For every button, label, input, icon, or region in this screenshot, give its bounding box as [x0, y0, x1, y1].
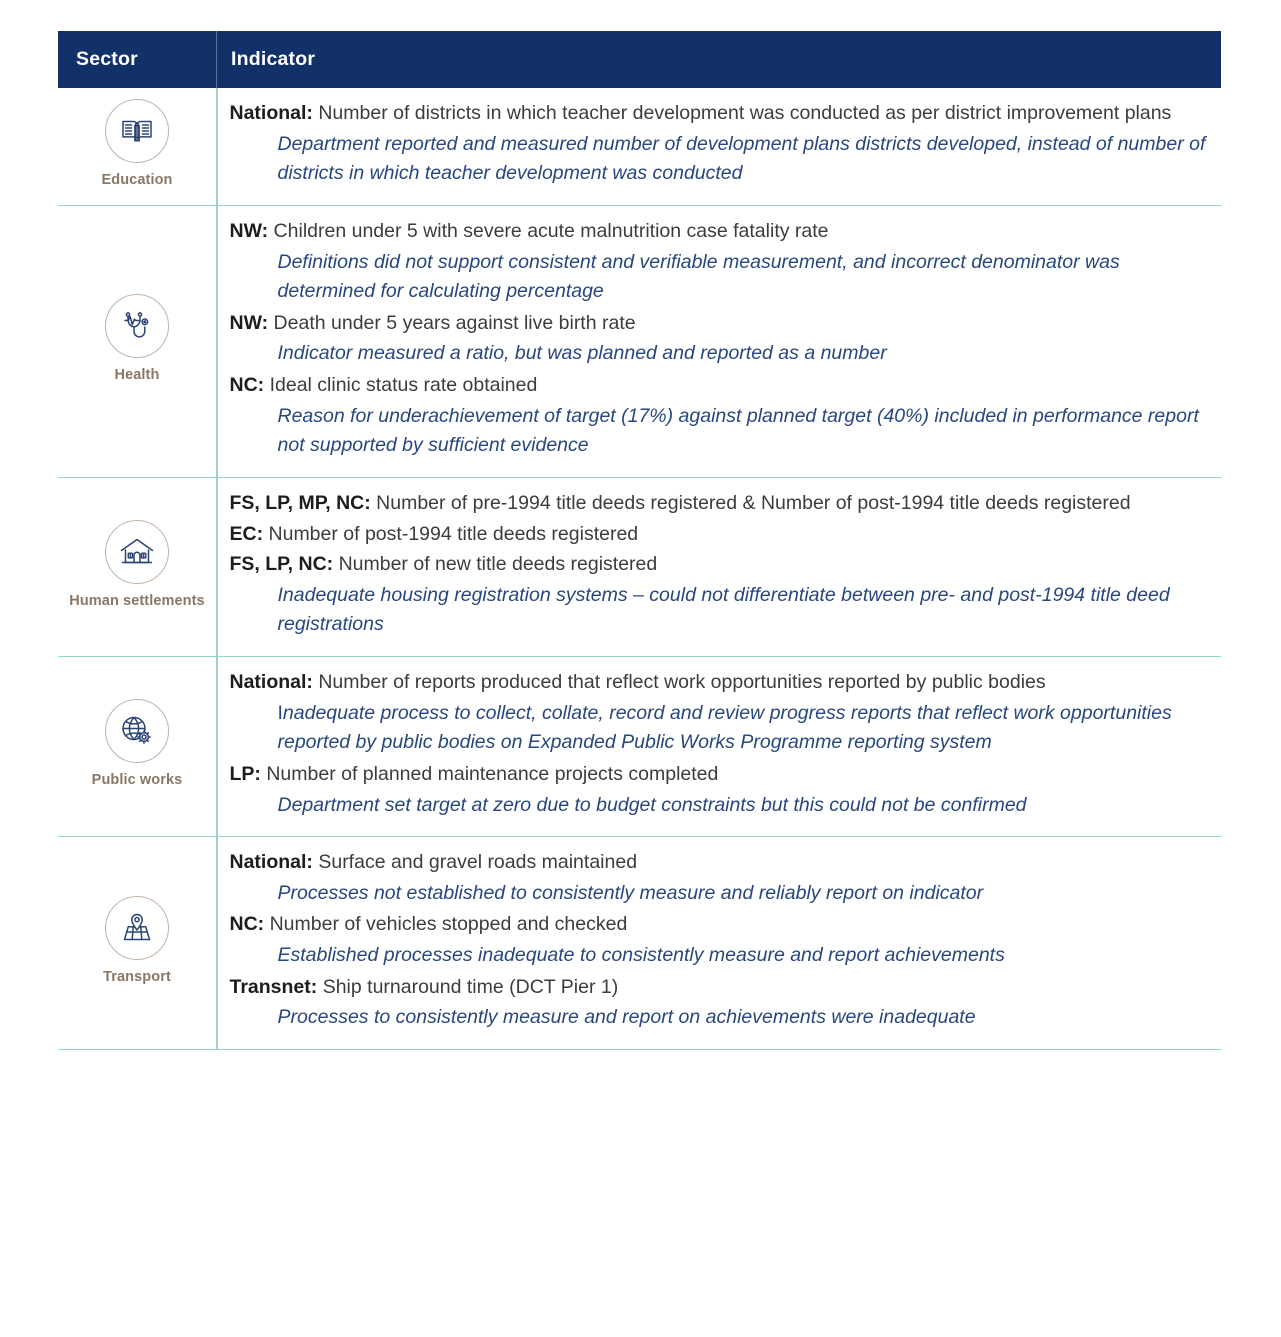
note-body: Inadequate housing registration systems – could not differentiate between pre- and post-1994 title deed registrations [277, 583, 1170, 636]
audit-finding-note [230, 130, 1222, 189]
sector-cell [58, 478, 216, 656]
indicator-line [230, 371, 1222, 401]
indicator-cell [218, 657, 1222, 836]
sector-cell [58, 88, 216, 205]
audit-finding-note [230, 402, 1222, 461]
sector-label: Education [101, 172, 173, 189]
audit-finding-note [230, 791, 1222, 821]
indicator-text: Number of new title deeds registered [333, 553, 658, 576]
table-row [58, 478, 1221, 657]
stethoscope-heartbeat-icon [105, 294, 169, 358]
table-header-row [58, 31, 1221, 88]
indicator-text: Ship turnaround time (DCT Pier 1) [317, 975, 619, 998]
sector-cell [58, 837, 216, 1049]
sector-cell [58, 657, 216, 836]
sector-label: Transport [103, 968, 171, 985]
province-label: Transnet: [229, 975, 318, 998]
province-label: NW: [229, 219, 269, 242]
sector-label: Public works [91, 772, 183, 789]
note-body: Reason for underachievement of target (17%) against planned target (40%) included in performance report not supported by sufficient evidence [277, 404, 1199, 457]
indicator-text: Number of pre-1994 title deeds registered & Number of post-1994 title deeds registered [370, 491, 1131, 514]
indicator-text: Number of reports produced that reflect work opportunities reported by public bodies [312, 671, 1046, 693]
indicator-line [230, 217, 1222, 247]
open-book-pencil-icon [105, 99, 169, 163]
province-label: National: [229, 102, 313, 124]
table-row [58, 837, 1221, 1050]
audit-finding-note [230, 1003, 1222, 1033]
indicator-line [230, 760, 1222, 790]
indicator-line [230, 99, 1222, 129]
note-lead-char: I [277, 701, 283, 724]
house-icon [105, 520, 169, 584]
column-header-sector: Sector [76, 48, 138, 70]
indicator-text: Number of planned maintenance projects completed [260, 762, 719, 785]
indicator-line [230, 489, 1222, 519]
indicator-text: Children under 5 with severe acute malnutrition case fatality rate [268, 219, 829, 242]
audit-finding-note [230, 879, 1222, 909]
note-body: Established processes inadequate to consistently measure and report achievements [277, 944, 1005, 966]
table-row [58, 657, 1221, 837]
table-row [58, 88, 1221, 206]
province-label: FS, LP, NC: [229, 553, 334, 576]
table-body [58, 88, 1221, 1050]
indicator-text: Death under 5 years against live birth rate [268, 311, 636, 334]
audit-finding-note [230, 581, 1222, 640]
province-label: NW: [229, 311, 269, 334]
indicator-text: Number of vehicles stopped and checked [264, 913, 628, 936]
map-pin-icon [105, 896, 169, 960]
indicator-text: Surface and gravel roads maintained [312, 851, 638, 874]
indicator-line [230, 973, 1222, 1003]
indicator-cell [218, 478, 1222, 656]
findings-table [58, 31, 1221, 1050]
sector-cell [58, 206, 216, 477]
province-label: NC: [229, 374, 265, 396]
indicator-line [230, 550, 1222, 580]
province-label: EC: [229, 522, 264, 545]
note-body: Indicator measured a ratio, but was planned and reported as a number [277, 342, 887, 365]
note-body: Processes not established to consistently measure and reliably report on indicator [277, 881, 984, 904]
indicator-cell [218, 206, 1222, 477]
indicator-line [230, 668, 1222, 698]
note-body: Department set target at zero due to budget constraints but this could not be confirmed [277, 793, 1027, 816]
indicator-line [230, 848, 1222, 878]
note-body: Definitions did not support consistent and verifiable measurement, and incorrect denominator was determined for calculating percentage [277, 250, 1120, 303]
province-label: National: [229, 671, 313, 693]
column-header-indicator: Indicator [231, 48, 316, 70]
audit-finding-note [230, 248, 1222, 307]
note-body: nadequate process to collect, collate, record and review progress reports that reflect work opportunities reported by public bodies on Expanded Public Works Programme reporting system [277, 701, 1172, 754]
province-label: National: [229, 851, 313, 874]
note-body: Processes to consistently measure and report on achievements were inadequate [277, 1006, 976, 1029]
indicator-text: Ideal clinic status rate obtained [264, 374, 538, 396]
audit-finding-note [230, 941, 1222, 971]
sector-label: Health [114, 367, 160, 384]
province-label: FS, LP, MP, NC: [229, 491, 371, 514]
sector-label: Human settlements [69, 592, 205, 609]
audit-finding-note [230, 699, 1222, 758]
province-label: LP: [229, 762, 261, 785]
indicator-cell [218, 88, 1222, 205]
indicator-line [230, 910, 1222, 940]
note-body: Department reported and measured number of development plans districts developed, instead of number of districts in which teacher development was conducted [277, 132, 1206, 185]
globe-gear-icon [105, 699, 169, 763]
indicator-line [230, 309, 1222, 339]
indicator-text: Number of districts in which teacher development was conducted as per district improvement plans [312, 102, 1172, 124]
province-label: NC: [229, 913, 265, 936]
indicator-text: Number of post-1994 title deeds registered [263, 522, 639, 545]
indicator-line [230, 520, 1222, 550]
table-row [58, 206, 1221, 478]
audit-finding-note [230, 339, 1222, 369]
indicator-cell [218, 837, 1222, 1049]
